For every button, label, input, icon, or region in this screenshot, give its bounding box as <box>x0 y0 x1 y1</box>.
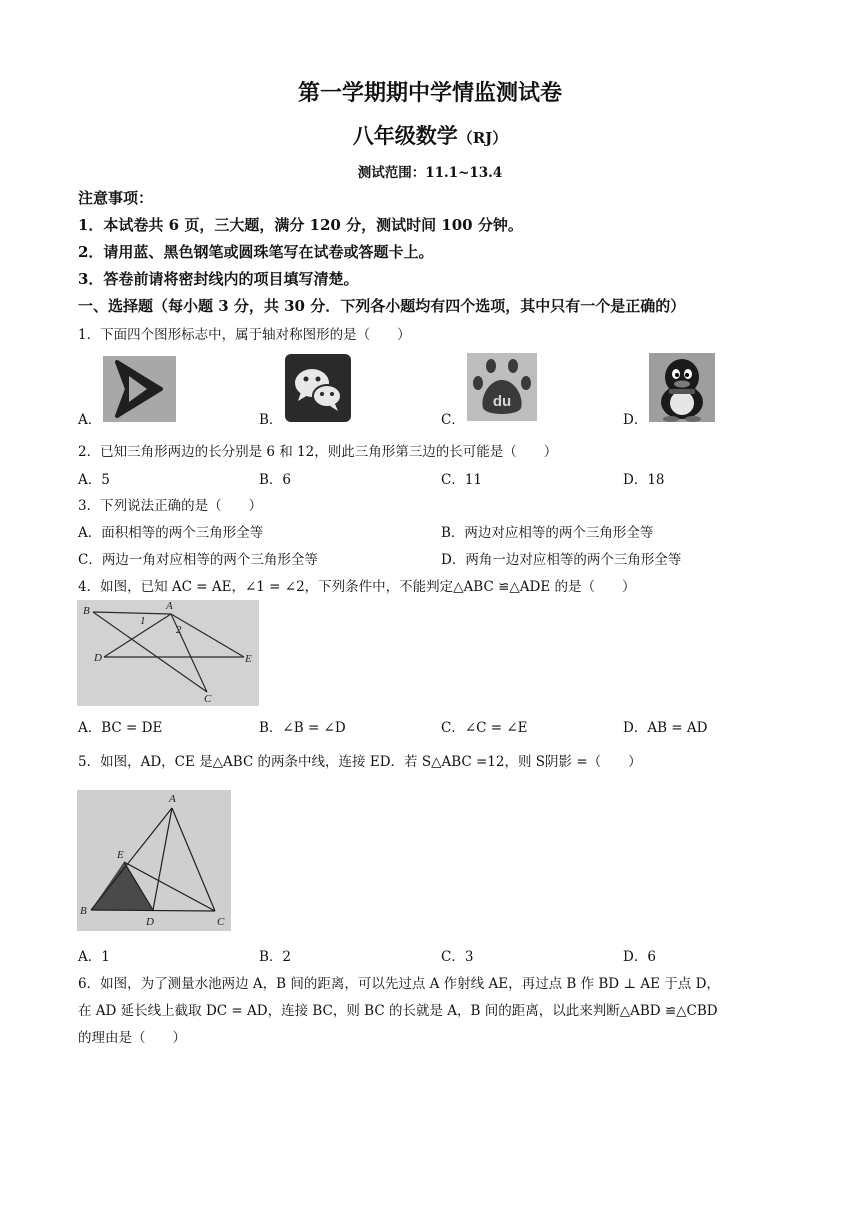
q1-option-d-label: D． <box>623 412 648 428</box>
notes-item-1: 1．本试卷共 6 页，三大题，满分 120 分，测试时间 100 分钟。 <box>78 216 523 234</box>
question-6-line-1: 6．如图，为了测量水池两边 A，B 间的距离，可以先过点 A 作射线 AE，再过点 B 作 BD ⊥ AE 于点 D， <box>78 976 720 992</box>
section-heading: 一、选择题（每小题 3 分，共 30 分．下列各小题均有四个选项，其中只有一个是正确的） <box>78 297 686 315</box>
q5-option-a: A．1 <box>78 949 110 965</box>
q4-label-c: C <box>204 693 212 705</box>
q2-option-a: A．5 <box>78 472 110 488</box>
paw-icon <box>467 353 537 421</box>
q2-option-c: C．11 <box>441 472 483 488</box>
q2-option-b: B．6 <box>259 472 292 488</box>
notes-item-3: 3．答卷前请将密封线内的项目填写清楚。 <box>78 270 359 288</box>
question-6-line-3: 的理由是（ ） <box>78 1030 186 1046</box>
q5-label-e: E <box>117 849 124 861</box>
test-scope: 测试范围：11.1~13.4 <box>357 165 503 181</box>
q5-option-d: D．6 <box>623 949 656 965</box>
notes-heading: 注意事项： <box>78 189 154 207</box>
shaded-region <box>91 862 153 910</box>
question-5-stem: 5．如图，AD，CE 是△ABC 的两条中线，连接 ED．若 S△ABC =12，则 S阴影 =（ ） <box>78 754 642 770</box>
exam-subtitle <box>0 120 860 150</box>
exam-title: 第一学期期中学情监测试卷 <box>297 80 562 106</box>
question-2-stem: 2．已知三角形两边的长分别是 6 和 12，则此三角形第三边的长可能是（ ） <box>78 444 558 460</box>
q1-option-c-label: C． <box>441 412 465 428</box>
logo-c-text: du <box>492 393 512 410</box>
q4-geometry-diagram <box>77 600 259 706</box>
chat-bubbles-icon <box>285 354 351 422</box>
paw-logo-image <box>467 353 537 421</box>
q5-label-a: A <box>169 793 176 805</box>
q3-option-c: C．两边一角对应相等的两个三角形全等 <box>78 552 318 568</box>
q4-triangle-figure <box>77 600 259 706</box>
play-logo-icon <box>103 356 176 422</box>
q4-label-1: 1 <box>140 615 146 627</box>
q3-option-a: A．面积相等的两个三角形全等 <box>78 525 264 541</box>
subject-tag: （RJ） <box>457 129 508 147</box>
question-3-stem: 3．下列说法正确的是（ ） <box>78 498 263 514</box>
q4-label-2: 2 <box>176 624 182 636</box>
question-4-stem: 4．如图，已知 AC = AE，∠1 = ∠2，下列条件中，不能判定△ABC ≌△ADE 的是（ ） <box>78 579 636 595</box>
q5-option-b: B．2 <box>259 949 292 965</box>
q4-label-d: D <box>94 652 102 664</box>
q3-option-b: B．两边对应相等的两个三角形全等 <box>441 525 654 541</box>
q4-label-e: E <box>245 653 252 665</box>
wechat-logo-image <box>285 354 351 422</box>
q4-option-c: C．∠C = ∠E <box>441 720 528 736</box>
penguin-icon <box>649 353 715 422</box>
q4-option-b: B．∠B = ∠D <box>259 720 346 736</box>
q5-geometry-diagram <box>77 790 231 931</box>
subject-title: 八年级数学 <box>352 123 458 148</box>
q5-label-d: D <box>146 916 154 928</box>
play-logo-image <box>103 356 176 422</box>
q3-option-d: D．两角一边对应相等的两个三角形全等 <box>441 552 682 568</box>
q4-label-a: A <box>166 600 173 612</box>
q4-option-d: D．AB = AD <box>623 720 708 736</box>
q1-option-b-label: B． <box>259 412 283 428</box>
penguin-logo-image <box>649 353 715 422</box>
q5-option-c: C．3 <box>441 949 474 965</box>
q5-triangle-figure <box>77 790 231 931</box>
q5-label-c: C <box>217 916 225 928</box>
q4-label-b: B <box>83 605 90 617</box>
q5-label-b: B <box>80 905 87 917</box>
notes-item-2: 2．请用蓝、黑色钢笔或圆珠笔写在试卷或答题卡上。 <box>78 243 434 261</box>
q4-option-a: A．BC = DE <box>78 720 163 736</box>
q1-option-a-label: A． <box>78 412 102 428</box>
question-6-line-2: 在 AD 延长线上截取 DC = AD，连接 BC，则 BC 的长就是 A，B 间的距离，以此来判断△ABD ≌△CBD <box>78 1003 718 1019</box>
q2-option-d: D．18 <box>623 472 665 488</box>
question-1-stem: 1．下面四个图形标志中，属于轴对称图形的是（ ） <box>78 327 411 343</box>
